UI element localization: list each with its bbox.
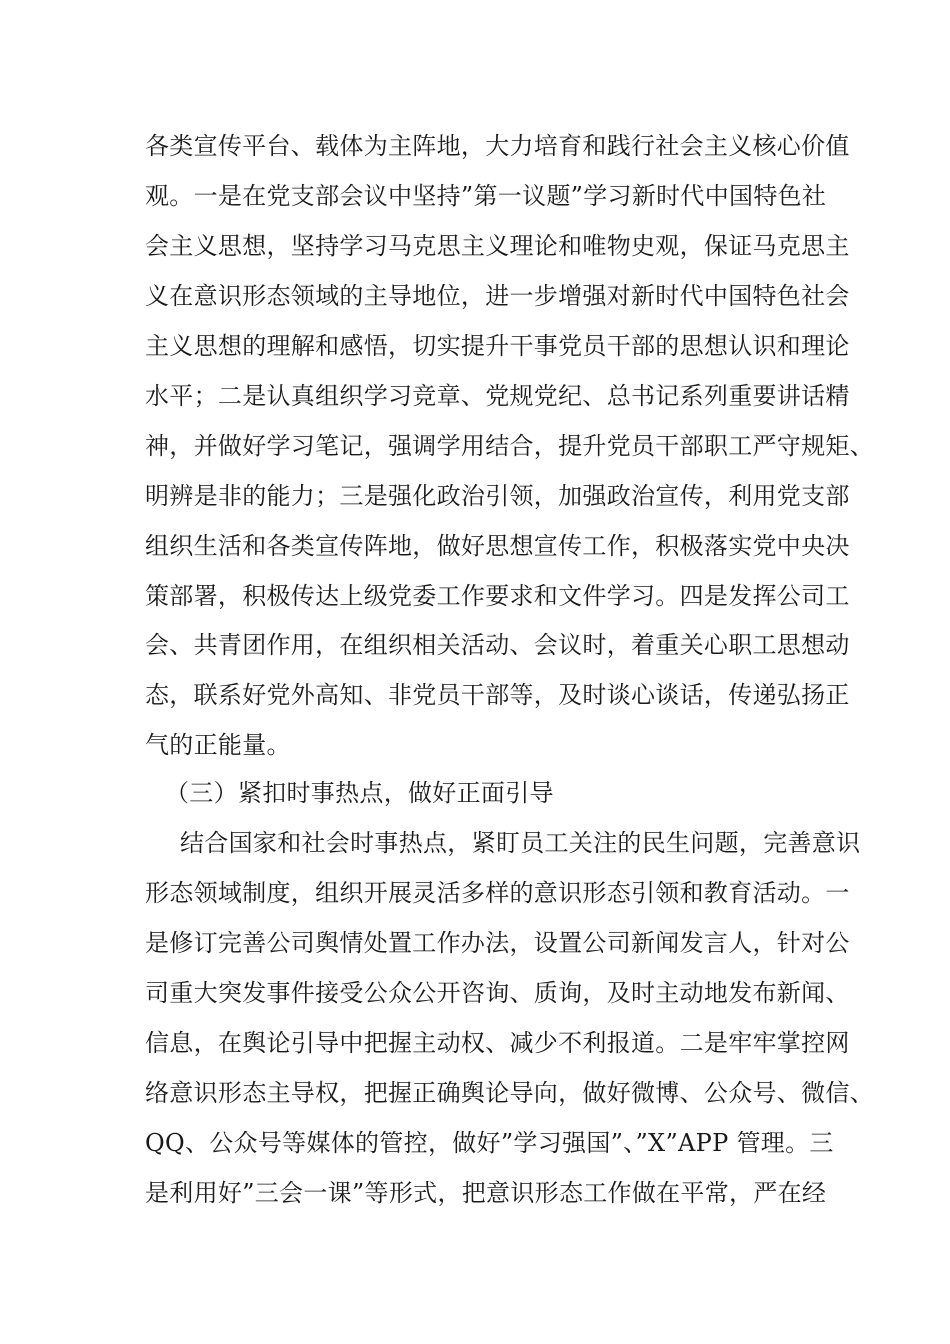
body-text-line: 义在意识形态领域的主导地位，进一步增强对新时代中国特色社会 <box>145 282 850 310</box>
body-text-line: 各类宣传平台、载体为主阵地，大力培育和践行社会主义核心价值 <box>145 132 850 160</box>
body-text-line: 水平；二是认真组织学习竞章、党规党纪、总书记系列重要讲话精 <box>145 382 850 410</box>
body-text-line: 络意识形态主导权，把握正确舆论导向，做好微博、公众号、微信、 <box>145 1079 874 1107</box>
body-text-line: 是利用好”三会一课”等形式，把意识形态工作做在平常，严在经 <box>145 1179 827 1207</box>
body-text-line: 策部署，积极传达上级党委工作要求和文件学习。四是发挥公司工 <box>145 582 850 610</box>
body-text-line: 会、共青团作用，在组织相关活动、会议时，着重关心职工思想动 <box>145 631 850 659</box>
body-text-line: 观。一是在党支部会议中坚持”第一议题”学习新时代中国特色社 <box>145 182 827 210</box>
body-text-line: 会主义思想，坚持学习马克思主义理论和唯物史观，保证马克思主 <box>145 232 850 260</box>
body-text-line: 明辨是非的能力；三是强化政治引领，加强政治宣传，利用党支部 <box>145 482 850 510</box>
body-text-line: 是修订完善公司舆情处置工作办法，设置公司新闻发言人，针对公 <box>145 929 850 957</box>
body-text-line: 组织生活和各类宣传阵地，做好思想宣传工作，积极落实党中央决 <box>145 532 850 560</box>
body-text-line: 司重大突发事件接受公众公开咨询、质询，及时主动地发布新闻、 <box>145 979 850 1007</box>
body-text-line: QQ、公众号等媒体的管控，做好”学习强国”、”X”APP 管理。三 <box>145 1129 834 1157</box>
section-heading: （三）紧扣时事热点，做好正面引导 <box>165 779 554 807</box>
body-text-line: 气的正能量。 <box>145 731 291 759</box>
body-text-line: 主义思想的理解和感悟，切实提升干事党员干部的思想认识和理论 <box>145 332 850 360</box>
body-text-line: 结合国家和社会时事热点，紧盯员工关注的民生问题，完善意识 <box>180 829 861 857</box>
body-text-line: 形态领域制度，组织开展灵活多样的意识形态引领和教育活动。一 <box>145 879 850 907</box>
body-text-line: 神，并做好学习笔记，强调学用结合，提升党员干部职工严守规矩、 <box>145 432 874 460</box>
body-text-line: 信息，在舆论引导中把握主动权、减少不利报道。二是牢牢掌控网 <box>145 1029 850 1057</box>
body-text-line: 态，联系好党外高知、非党员干部等，及时谈心谈话，传递弘扬正 <box>145 681 850 709</box>
